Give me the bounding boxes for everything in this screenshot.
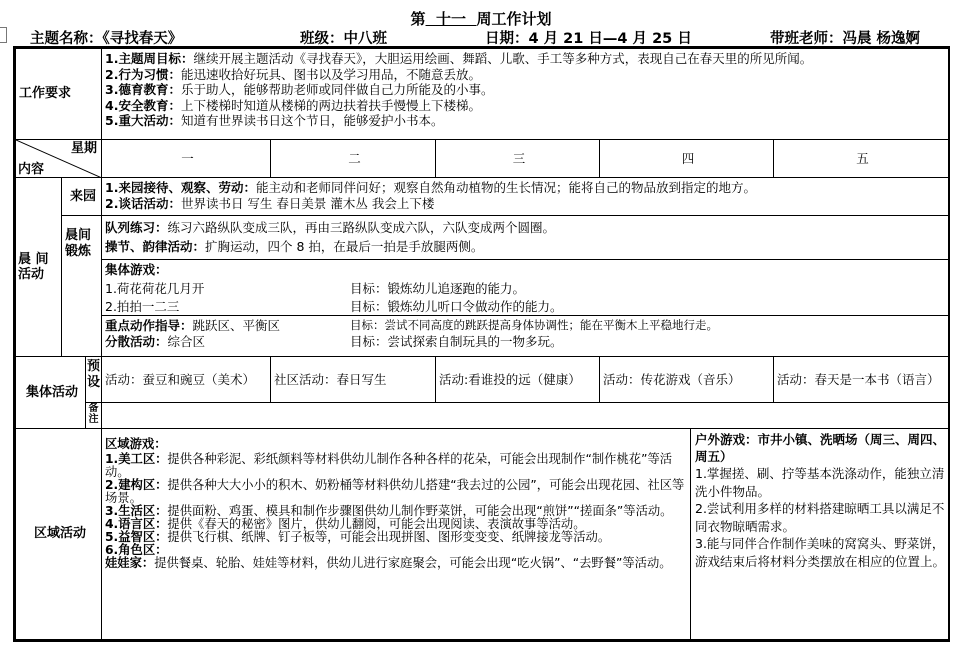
zone-item: 6.角色区：: [105, 543, 168, 557]
group-activity-thu: 活动：传花游戏（音乐）: [600, 357, 774, 403]
zone-item: 3.生活区：提供面粉、鸡蛋、模具和制作步骤图供幼儿制作野菜饼，可能会出现“煎饼”“搓面条”等活动。: [105, 504, 673, 518]
outdoor-content: [691, 429, 949, 640]
zone-label: 区域活动: [16, 429, 102, 640]
exercise-label: 晨间锻炼: [62, 216, 102, 357]
week-number: 十一: [435, 10, 466, 28]
exercise-drill-row: [16, 216, 949, 260]
outdoor-item: 2.尝试利用多样的材料搭建晾晒工具以满足不同衣物晾晒需求。: [695, 501, 945, 534]
game-item: 2.拍拍一二三 目标：锻炼幼儿听口令做动作的能力。: [105, 299, 563, 314]
zone-item: 5.益智区：提供飞行棋、纸牌、钉子板等，可能会出现拼图、图形变变变、纸牌接龙等活动。: [105, 530, 611, 544]
work-item: 2.行为习惯：能迅速收拾好玩具、图书以及学习用品，不随意丢放。: [105, 66, 481, 82]
group-activity-fri: 活动：春天是一本书（语言）: [774, 357, 949, 403]
group-activity-wed: 活动:看谁投的远（健康）: [436, 357, 600, 403]
outdoor-item: 3.能与同伴合作制作美味的窝窝头、野菜饼，游戏结束后将材料分类摆放在相应的位置上。: [695, 536, 946, 569]
page-title: [0, 8, 962, 29]
group-label: 集体活动: [16, 357, 86, 429]
exercise-games: [102, 260, 949, 357]
zone-item: 4.语言区：提供《春天的秘密》图片，供幼儿翻阅，可能会出现阅读、表演故事等活动。: [105, 517, 586, 531]
work-requirements-row: [16, 49, 949, 140]
weekday-row: [16, 140, 949, 178]
day-friday: 五: [774, 140, 949, 178]
weekly-plan-table: [15, 48, 949, 640]
day-wednesday: 三: [436, 140, 600, 178]
group-activity-tue: 社区活动：春日写生: [271, 357, 436, 403]
title-prefix: 第: [410, 10, 426, 28]
date-range: 日期：4 月 21 日—4 月 25 日: [485, 31, 692, 47]
preset-label: 预设: [86, 357, 102, 403]
corner-content-label: 内容: [18, 161, 45, 177]
corner-weekday-label: 星期: [70, 141, 97, 156]
arrival-content: 1.来园接待、观察、劳动：能主动和老师同伴问好；观察自然角动植物的生长情况；能将自己的物品放到指定的地方。 2.谈话活动：世界读书日 写生 春日美景 灌木丛 我会上下楼: [102, 178, 949, 216]
note-label: 备注: [86, 403, 102, 429]
split-activity: 分散活动：综合区 目标：尝试探索自制玩具的一物多玩。: [105, 333, 563, 349]
work-item: 1.主题周目标：继续开展主题活动《寻找春天》，大胆运用绘画、舞蹈、儿歌、手工等多种方式，表现自己在春天里的所见所闻。: [105, 51, 813, 66]
work-label: 工作要求: [16, 49, 102, 140]
group-note-row: [16, 403, 949, 429]
arrival-label: 来园: [62, 178, 102, 216]
title-suffix: 周工作计划: [476, 10, 552, 28]
work-item: 5.重大活动：知道有世界读书日这个节日，能够爱护小书本。: [105, 113, 444, 128]
outdoor-item: 1.掌握搓、刷、拧等基本洗涤动作，能独立清洗小件物品。: [695, 466, 945, 499]
zone-item: 娃娃家：提供餐桌、轮胎、娃娃等材料，供幼儿进行家庭聚会，可能会出现“吃火锅”、“去野餐”等活动。: [105, 556, 672, 570]
work-items: [102, 49, 949, 140]
day-tuesday: 二: [271, 140, 436, 178]
group-activity-row: [16, 357, 949, 403]
morning-label: 晨 间 活动: [16, 178, 62, 357]
page-edge-mark: [0, 27, 7, 43]
exercise-games-row: [16, 260, 949, 357]
work-item: 4.安全教育：上下楼梯时知道从楼梯的两边扶着扶手慢慢上下楼梯。: [105, 97, 481, 113]
focus-guidance: 重点动作指导：跳跃区、平衡区 目标：尝试不同高度的跳跃提高身体协调性；能在平衡木上平稳地行走。: [105, 318, 718, 333]
group-note-content: [102, 403, 949, 429]
theme-name: 主题名称：《寻找春天》: [30, 31, 183, 47]
group-activity-mon: 活动：蚕豆和豌豆（美术）: [102, 357, 271, 403]
arrival-row: [16, 178, 949, 216]
teachers: 带班老师：冯晨 杨逸婀: [770, 31, 921, 47]
zone-item: 1.美工区：提供各种彩泥、彩纸颜料等材料供幼儿制作各种各样的花朵，可能会出现制作“制作桃花”等活动。: [105, 452, 673, 479]
zone-activity-row: [16, 429, 949, 640]
zone-item: 2.建构区：提供各种大大小小的积木、奶粉桶等材料供幼儿搭建“我去过的公园”，可能会出现花园、社区等场景。: [105, 478, 685, 505]
weekday-corner: [16, 140, 102, 178]
class-name: 班级：中八班: [300, 31, 387, 47]
day-thursday: 四: [600, 140, 774, 178]
work-item: 3.德育教育：乐于助人，能够帮助老师或同伴做自己力所能及的小事。: [105, 82, 494, 97]
day-monday: 一: [102, 140, 271, 178]
exercise-drills: 队列练习：练习六路纵队变成三队，再由三路纵队变成六队，六队变成两个圆圈。 操节、韵律活动：扩胸运动，四个 8 拍，在最后一拍是手放腿两侧。: [102, 216, 949, 260]
zone-content: [102, 429, 691, 640]
games-heading: 集体游戏：: [105, 262, 168, 277]
game-item: 1.荷花荷花几月开 目标：锻炼幼儿追逐跑的能力。: [105, 280, 526, 296]
outdoor-heading: 户外游戏：市井小镇、洗晒场（周三、周四、周五）: [695, 432, 946, 464]
zone-heading: 区域游戏：: [105, 437, 167, 451]
